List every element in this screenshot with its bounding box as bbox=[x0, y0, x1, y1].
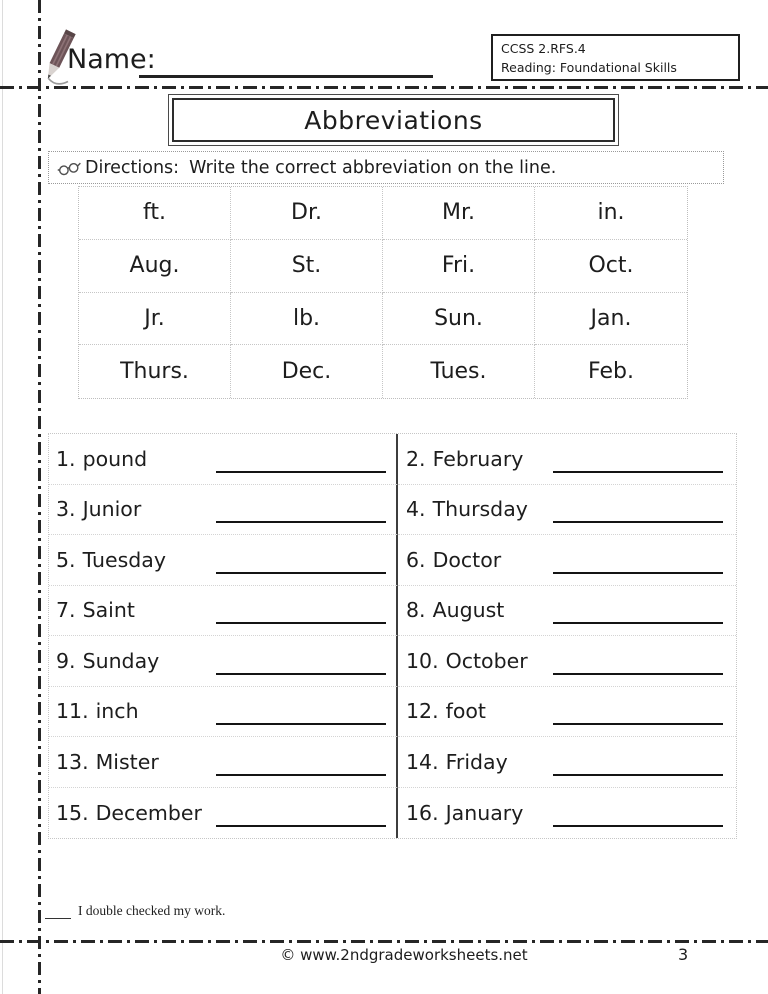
exercise-item bbox=[49, 535, 398, 586]
self-check-blank[interactable] bbox=[45, 906, 71, 919]
exercise-number: 1. bbox=[56, 446, 76, 471]
site-credit: © www.2ndgradeworksheets.net bbox=[280, 946, 528, 964]
word-bank bbox=[78, 186, 688, 399]
exercise-list bbox=[48, 433, 737, 839]
word-bank-cell: ft. bbox=[79, 187, 231, 240]
exercise-number: 4. bbox=[406, 497, 426, 522]
standard-line1: CCSS 2.RFS.4 bbox=[501, 41, 586, 56]
self-check-text: I double checked my work. bbox=[78, 903, 226, 918]
answer-blank[interactable] bbox=[553, 799, 723, 827]
directions-label: Directions: bbox=[85, 157, 180, 178]
page-edge-line bbox=[2, 0, 3, 994]
exercise-item bbox=[398, 485, 736, 536]
exercise-item bbox=[49, 636, 398, 687]
exercise-number: 8. bbox=[406, 598, 426, 623]
answer-blank[interactable] bbox=[216, 647, 386, 675]
exercise-number: 13. bbox=[56, 749, 89, 774]
word-bank-cell: in. bbox=[535, 187, 687, 240]
exercise-item bbox=[49, 687, 398, 738]
exercise-item bbox=[49, 788, 398, 839]
word-bank-cell: Fri. bbox=[383, 240, 535, 293]
self-check-row bbox=[45, 903, 225, 919]
exercise-number: 3. bbox=[56, 497, 76, 522]
answer-blank[interactable] bbox=[216, 495, 386, 523]
word-bank-cell: Oct. bbox=[535, 240, 687, 293]
exercise-number: 6. bbox=[406, 547, 426, 572]
word-bank-cell: Dec. bbox=[231, 345, 383, 398]
exercise-number: 11. bbox=[56, 699, 89, 724]
word-bank-cell: Jr. bbox=[79, 293, 231, 346]
word-bank-cell: Feb. bbox=[588, 359, 634, 385]
exercise-number: 2. bbox=[406, 446, 426, 471]
exercise-number: 14. bbox=[406, 749, 439, 774]
exercise-number: 9. bbox=[56, 648, 76, 673]
word-bank-cell: lb. bbox=[231, 293, 383, 346]
word-bank-cell: Sun. bbox=[383, 293, 535, 346]
answer-blank[interactable] bbox=[216, 748, 386, 776]
exercise-word: Doctor bbox=[432, 547, 502, 572]
glasses-icon bbox=[56, 159, 83, 176]
header-divider-rule bbox=[0, 86, 768, 89]
exercise-item bbox=[398, 535, 736, 586]
exercise-number: 5. bbox=[56, 547, 76, 572]
exercise-number: 12. bbox=[406, 699, 439, 724]
exercise-word: Mister bbox=[95, 749, 159, 774]
answer-blank[interactable] bbox=[553, 445, 723, 473]
answer-blank[interactable] bbox=[553, 596, 723, 624]
exercise-word: December bbox=[95, 800, 202, 825]
word-bank-cell: St. bbox=[231, 240, 383, 293]
answer-blank[interactable] bbox=[216, 596, 386, 624]
exercise-item bbox=[398, 636, 736, 687]
page-number: 3 bbox=[678, 945, 689, 964]
exercise-word: August bbox=[432, 598, 505, 623]
word-bank-cell: Tues. bbox=[383, 345, 535, 398]
word-bank-cell: Mr. bbox=[383, 187, 535, 240]
directions-box bbox=[48, 151, 724, 184]
word-bank-cell: Jan. bbox=[535, 293, 687, 346]
exercise-word: October bbox=[445, 648, 528, 673]
exercise-word: Tuesday bbox=[82, 547, 166, 572]
answer-blank[interactable] bbox=[216, 546, 386, 574]
exercise-item bbox=[49, 485, 398, 536]
answer-blank[interactable] bbox=[553, 647, 723, 675]
answer-blank[interactable] bbox=[216, 799, 386, 827]
answer-blank[interactable] bbox=[553, 495, 723, 523]
title-box bbox=[168, 94, 619, 146]
exercise-number: 16. bbox=[406, 800, 439, 825]
standard-line2: Reading: Foundational Skills bbox=[501, 59, 677, 75]
exercise-word: February bbox=[432, 446, 524, 471]
exercise-item bbox=[398, 788, 736, 839]
exercise-word: Junior bbox=[82, 497, 142, 522]
exercise-item bbox=[398, 434, 736, 485]
exercise-word: pound bbox=[82, 446, 148, 471]
answer-blank[interactable] bbox=[216, 697, 386, 725]
word-bank-cell: Aug. bbox=[79, 240, 231, 293]
name-input-line[interactable] bbox=[139, 50, 433, 78]
exercise-item bbox=[49, 586, 398, 637]
answer-blank[interactable] bbox=[553, 748, 723, 776]
exercise-number: 7. bbox=[56, 598, 76, 623]
answer-blank[interactable] bbox=[553, 697, 723, 725]
directions-text: Write the correct abbreviation on the line. bbox=[189, 157, 557, 178]
exercise-item bbox=[398, 737, 736, 788]
exercise-item bbox=[49, 434, 398, 485]
name-label: Name: bbox=[67, 44, 156, 75]
word-bank-cell: Dr. bbox=[231, 187, 383, 240]
exercise-word: foot bbox=[445, 699, 486, 724]
exercise-word: Saint bbox=[82, 598, 135, 623]
answer-blank[interactable] bbox=[553, 546, 723, 574]
exercise-word: January bbox=[445, 800, 524, 825]
footer-divider-rule bbox=[0, 940, 768, 943]
answer-blank[interactable] bbox=[216, 445, 386, 473]
exercise-number: 15. bbox=[56, 800, 89, 825]
exercise-word: Friday bbox=[445, 749, 508, 774]
exercise-word: Sunday bbox=[82, 648, 160, 673]
left-margin-rule bbox=[38, 0, 41, 994]
worksheet-title: Abbreviations bbox=[172, 98, 615, 142]
exercise-word: Thursday bbox=[432, 497, 528, 522]
exercise-item bbox=[398, 687, 736, 738]
standard-box bbox=[491, 34, 740, 81]
exercise-number: 10. bbox=[406, 648, 439, 673]
exercise-item bbox=[49, 737, 398, 788]
word-bank-cell: Thurs. bbox=[79, 345, 231, 398]
exercise-word: inch bbox=[95, 699, 139, 724]
exercise-item bbox=[398, 586, 736, 637]
